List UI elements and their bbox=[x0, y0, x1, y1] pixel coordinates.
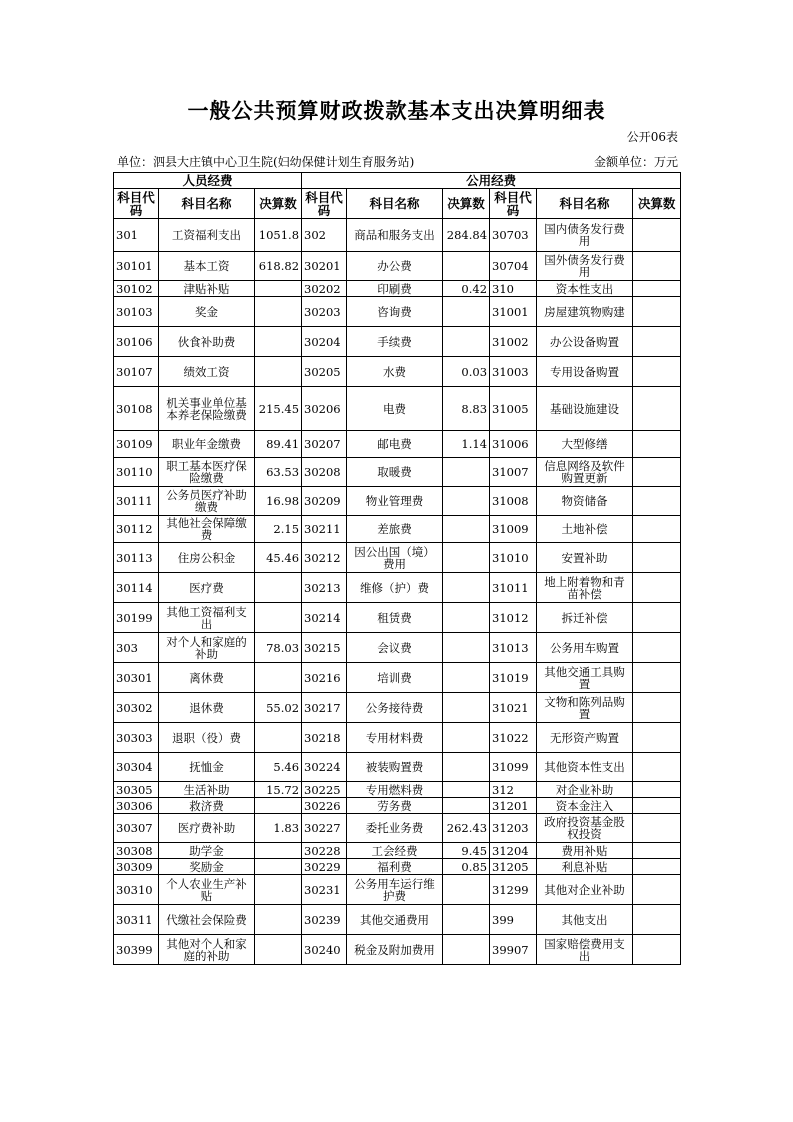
cell-amount: 63.53 bbox=[255, 458, 302, 487]
cell-amount bbox=[255, 905, 302, 935]
header-code: 科目代码 bbox=[490, 189, 537, 219]
cell-name: 专用设备购置 bbox=[537, 357, 633, 387]
cell-name: 公务用车运行维护费 bbox=[347, 875, 443, 905]
cell-code: 302 bbox=[302, 219, 347, 252]
cell-code: 30304 bbox=[114, 753, 159, 782]
table-row bbox=[114, 905, 681, 935]
cell-amount: 262.43 bbox=[443, 814, 490, 843]
cell-name: 国外债务发行费用 bbox=[537, 252, 633, 281]
cell-amount bbox=[443, 252, 490, 281]
cell-code: 30211 bbox=[302, 516, 347, 543]
cell-amount: 15.72 bbox=[255, 782, 302, 798]
cell-name: 职业年金缴费 bbox=[159, 431, 255, 458]
cell-code: 30203 bbox=[302, 297, 347, 327]
cell-name: 咨询费 bbox=[347, 297, 443, 327]
cell-amount bbox=[443, 753, 490, 782]
cell-name: 无形资产购置 bbox=[537, 723, 633, 753]
cell-name: 房屋建筑物购建 bbox=[537, 297, 633, 327]
cell-code: 310 bbox=[490, 281, 537, 297]
cell-code: 30206 bbox=[302, 387, 347, 431]
cell-name: 代缴社会保险费 bbox=[159, 905, 255, 935]
cell-amount bbox=[255, 859, 302, 875]
cell-name: 公务员医疗补助缴费 bbox=[159, 487, 255, 516]
cell-code: 30102 bbox=[114, 281, 159, 297]
cell-name: 离休费 bbox=[159, 663, 255, 693]
cell-code: 30199 bbox=[114, 603, 159, 633]
cell-name: 差旅费 bbox=[347, 516, 443, 543]
cell-name: 抚恤金 bbox=[159, 753, 255, 782]
table-row bbox=[114, 281, 681, 297]
table-row bbox=[114, 859, 681, 875]
cell-code: 30103 bbox=[114, 297, 159, 327]
cell-amount bbox=[633, 281, 681, 297]
cell-amount bbox=[443, 875, 490, 905]
cell-amount bbox=[255, 663, 302, 693]
cell-amount bbox=[443, 905, 490, 935]
cell-name: 取暖费 bbox=[347, 458, 443, 487]
cell-amount: 0.85 bbox=[443, 859, 490, 875]
cell-amount bbox=[255, 723, 302, 753]
table-row bbox=[114, 516, 681, 543]
cell-name: 工会经费 bbox=[347, 843, 443, 859]
cell-amount: 5.46 bbox=[255, 753, 302, 782]
cell-amount bbox=[633, 843, 681, 859]
cell-amount bbox=[633, 297, 681, 327]
cell-name: 商品和服务支出 bbox=[347, 219, 443, 252]
cell-name: 住房公积金 bbox=[159, 543, 255, 573]
cell-amount bbox=[443, 798, 490, 814]
cell-code: 30306 bbox=[114, 798, 159, 814]
cell-amount: 0.03 bbox=[443, 357, 490, 387]
expenditure-table bbox=[113, 172, 681, 965]
cell-name: 劳务费 bbox=[347, 798, 443, 814]
cell-name: 其他资本性支出 bbox=[537, 753, 633, 782]
cell-code: 30202 bbox=[302, 281, 347, 297]
cell-code: 30217 bbox=[302, 693, 347, 723]
amount-unit-label: 金额单位：万元 bbox=[593, 155, 678, 169]
header-public: 公用经费 bbox=[302, 173, 681, 189]
cell-code: 30224 bbox=[302, 753, 347, 782]
cell-amount bbox=[633, 516, 681, 543]
header-amount: 决算数 bbox=[633, 189, 681, 219]
cell-amount bbox=[443, 458, 490, 487]
cell-amount bbox=[443, 327, 490, 357]
cell-code: 31021 bbox=[490, 693, 537, 723]
cell-code: 30112 bbox=[114, 516, 159, 543]
cell-code: 30213 bbox=[302, 573, 347, 603]
unit-label: 单位：泗县大庄镇中心卫生院(妇幼保健计划生育服务站) bbox=[117, 155, 415, 169]
cell-code: 30228 bbox=[302, 843, 347, 859]
cell-name: 会议费 bbox=[347, 633, 443, 663]
cell-name: 津贴补贴 bbox=[159, 281, 255, 297]
cell-name: 奖励金 bbox=[159, 859, 255, 875]
cell-code: 31203 bbox=[490, 814, 537, 843]
cell-name: 个人农业生产补贴 bbox=[159, 875, 255, 905]
cell-amount: 1.83 bbox=[255, 814, 302, 843]
cell-code: 30215 bbox=[302, 633, 347, 663]
cell-amount bbox=[443, 297, 490, 327]
cell-amount bbox=[633, 219, 681, 252]
cell-code: 31204 bbox=[490, 843, 537, 859]
cell-amount bbox=[255, 327, 302, 357]
cell-amount: 1.14 bbox=[443, 431, 490, 458]
cell-name: 办公设备购置 bbox=[537, 327, 633, 357]
cell-code: 31007 bbox=[490, 458, 537, 487]
cell-code: 30227 bbox=[302, 814, 347, 843]
cell-name: 其他对企业补助 bbox=[537, 875, 633, 905]
cell-code: 301 bbox=[114, 219, 159, 252]
cell-code: 31010 bbox=[490, 543, 537, 573]
cell-amount bbox=[255, 281, 302, 297]
cell-name: 退休费 bbox=[159, 693, 255, 723]
cell-name: 公务用车购置 bbox=[537, 633, 633, 663]
table-row bbox=[114, 814, 681, 843]
cell-code: 30212 bbox=[302, 543, 347, 573]
cell-code: 31005 bbox=[490, 387, 537, 431]
cell-amount bbox=[633, 543, 681, 573]
cell-amount: 89.41 bbox=[255, 431, 302, 458]
cell-amount bbox=[443, 516, 490, 543]
cell-amount bbox=[443, 663, 490, 693]
cell-name: 电费 bbox=[347, 387, 443, 431]
table-row bbox=[114, 782, 681, 798]
cell-code: 30310 bbox=[114, 875, 159, 905]
cell-code: 30109 bbox=[114, 431, 159, 458]
cell-code: 30207 bbox=[302, 431, 347, 458]
cell-amount bbox=[443, 487, 490, 516]
table-row bbox=[114, 219, 681, 252]
cell-name: 文物和陈列品购置 bbox=[537, 693, 633, 723]
header-row-columns bbox=[114, 189, 681, 219]
cell-code: 31001 bbox=[490, 297, 537, 327]
cell-code: 31009 bbox=[490, 516, 537, 543]
cell-code: 30240 bbox=[302, 935, 347, 965]
cell-name: 资本性支出 bbox=[537, 281, 633, 297]
cell-amount bbox=[633, 327, 681, 357]
table-row bbox=[114, 663, 681, 693]
cell-code: 31099 bbox=[490, 753, 537, 782]
cell-code: 30303 bbox=[114, 723, 159, 753]
cell-amount bbox=[633, 458, 681, 487]
page-title: 一般公共预算财政拨款基本支出决算明细表 bbox=[187, 98, 606, 123]
cell-name: 奖金 bbox=[159, 297, 255, 327]
cell-name: 医疗费 bbox=[159, 573, 255, 603]
cell-code: 31003 bbox=[490, 357, 537, 387]
cell-name: 因公出国（境）费用 bbox=[347, 543, 443, 573]
cell-name: 其他支出 bbox=[537, 905, 633, 935]
cell-code: 30302 bbox=[114, 693, 159, 723]
cell-name: 对个人和家庭的补助 bbox=[159, 633, 255, 663]
cell-code: 30214 bbox=[302, 603, 347, 633]
cell-amount bbox=[633, 252, 681, 281]
cell-name: 基本工资 bbox=[159, 252, 255, 281]
cell-code: 39907 bbox=[490, 935, 537, 965]
cell-name: 政府投资基金股权投资 bbox=[537, 814, 633, 843]
table-row bbox=[114, 573, 681, 603]
cell-code: 30208 bbox=[302, 458, 347, 487]
cell-code: 30108 bbox=[114, 387, 159, 431]
cell-name: 福利费 bbox=[347, 859, 443, 875]
cell-name: 国家赔偿费用支出 bbox=[537, 935, 633, 965]
header-personnel: 人员经费 bbox=[114, 173, 302, 189]
cell-name: 其他交通工具购置 bbox=[537, 663, 633, 693]
cell-code: 31006 bbox=[490, 431, 537, 458]
cell-code: 312 bbox=[490, 782, 537, 798]
cell-name: 专用燃料费 bbox=[347, 782, 443, 798]
cell-name: 绩效工资 bbox=[159, 357, 255, 387]
cell-name: 医疗费补助 bbox=[159, 814, 255, 843]
cell-code: 30107 bbox=[114, 357, 159, 387]
cell-code: 30110 bbox=[114, 458, 159, 487]
cell-amount: 1051.8 bbox=[255, 219, 302, 252]
cell-amount: 78.03 bbox=[255, 633, 302, 663]
cell-name: 资本金注入 bbox=[537, 798, 633, 814]
cell-amount bbox=[633, 573, 681, 603]
cell-amount: 45.46 bbox=[255, 543, 302, 573]
cell-name: 办公费 bbox=[347, 252, 443, 281]
cell-amount bbox=[633, 753, 681, 782]
cell-amount: 16.98 bbox=[255, 487, 302, 516]
cell-name: 机关事业单位基本养老保险缴费 bbox=[159, 387, 255, 431]
cell-name: 利息补贴 bbox=[537, 859, 633, 875]
cell-code: 30111 bbox=[114, 487, 159, 516]
cell-amount bbox=[255, 573, 302, 603]
cell-code: 30229 bbox=[302, 859, 347, 875]
cell-amount bbox=[255, 935, 302, 965]
table-row bbox=[114, 603, 681, 633]
table-row bbox=[114, 431, 681, 458]
cell-amount bbox=[443, 603, 490, 633]
cell-code: 30307 bbox=[114, 814, 159, 843]
table-row bbox=[114, 798, 681, 814]
cell-name: 其他工资福利支出 bbox=[159, 603, 255, 633]
cell-amount bbox=[633, 663, 681, 693]
cell-amount bbox=[633, 798, 681, 814]
cell-amount: 2.15 bbox=[255, 516, 302, 543]
header-amount: 决算数 bbox=[255, 189, 302, 219]
cell-name: 税金及附加费用 bbox=[347, 935, 443, 965]
cell-name: 退职（役）费 bbox=[159, 723, 255, 753]
cell-amount: 215.45 bbox=[255, 387, 302, 431]
cell-code: 30101 bbox=[114, 252, 159, 281]
table-row bbox=[114, 327, 681, 357]
cell-amount bbox=[633, 905, 681, 935]
cell-amount bbox=[633, 603, 681, 633]
cell-name: 租赁费 bbox=[347, 603, 443, 633]
cell-amount bbox=[633, 633, 681, 663]
cell-amount bbox=[633, 875, 681, 905]
cell-name: 大型修缮 bbox=[537, 431, 633, 458]
cell-code: 31019 bbox=[490, 663, 537, 693]
cell-amount: 0.42 bbox=[443, 281, 490, 297]
cell-code: 31201 bbox=[490, 798, 537, 814]
cell-name: 拆迁补偿 bbox=[537, 603, 633, 633]
cell-code: 30106 bbox=[114, 327, 159, 357]
header-amount: 决算数 bbox=[443, 189, 490, 219]
cell-code: 30205 bbox=[302, 357, 347, 387]
cell-amount: 9.45 bbox=[443, 843, 490, 859]
cell-code: 30114 bbox=[114, 573, 159, 603]
cell-name: 培训费 bbox=[347, 663, 443, 693]
table-row bbox=[114, 458, 681, 487]
cell-code: 31002 bbox=[490, 327, 537, 357]
cell-code: 30218 bbox=[302, 723, 347, 753]
table-row bbox=[114, 633, 681, 663]
table-row bbox=[114, 297, 681, 327]
cell-code: 30209 bbox=[302, 487, 347, 516]
cell-code: 30226 bbox=[302, 798, 347, 814]
header-name: 科目名称 bbox=[159, 189, 255, 219]
table-row bbox=[114, 753, 681, 782]
cell-amount: 284.84 bbox=[443, 219, 490, 252]
cell-code: 30703 bbox=[490, 219, 537, 252]
cell-amount bbox=[443, 693, 490, 723]
header-row-group bbox=[114, 173, 681, 189]
cell-name: 其他交通费用 bbox=[347, 905, 443, 935]
cell-name: 印刷费 bbox=[347, 281, 443, 297]
cell-code: 30311 bbox=[114, 905, 159, 935]
cell-name: 安置补助 bbox=[537, 543, 633, 573]
cell-code: 30309 bbox=[114, 859, 159, 875]
table-row bbox=[114, 935, 681, 965]
cell-code: 31011 bbox=[490, 573, 537, 603]
cell-name: 伙食补助费 bbox=[159, 327, 255, 357]
cell-amount bbox=[255, 603, 302, 633]
cell-amount bbox=[633, 487, 681, 516]
cell-amount bbox=[443, 633, 490, 663]
cell-name: 生活补助 bbox=[159, 782, 255, 798]
cell-code: 30231 bbox=[302, 875, 347, 905]
cell-name: 委托业务费 bbox=[347, 814, 443, 843]
cell-name: 救济费 bbox=[159, 798, 255, 814]
cell-code: 31299 bbox=[490, 875, 537, 905]
cell-code: 31008 bbox=[490, 487, 537, 516]
table-row bbox=[114, 693, 681, 723]
cell-amount bbox=[255, 357, 302, 387]
cell-name: 信息网络及软件购置更新 bbox=[537, 458, 633, 487]
cell-code: 30204 bbox=[302, 327, 347, 357]
cell-amount: 618.82 bbox=[255, 252, 302, 281]
cell-name: 水费 bbox=[347, 357, 443, 387]
cell-code: 30225 bbox=[302, 782, 347, 798]
cell-amount: 8.83 bbox=[443, 387, 490, 431]
cell-name: 专用材料费 bbox=[347, 723, 443, 753]
cell-name: 职工基本医疗保险缴费 bbox=[159, 458, 255, 487]
cell-code: 30305 bbox=[114, 782, 159, 798]
cell-code: 30308 bbox=[114, 843, 159, 859]
cell-amount bbox=[633, 859, 681, 875]
cell-amount: 55.02 bbox=[255, 693, 302, 723]
cell-name: 邮电费 bbox=[347, 431, 443, 458]
cell-name: 公务接待费 bbox=[347, 693, 443, 723]
cell-code: 31013 bbox=[490, 633, 537, 663]
cell-code: 30113 bbox=[114, 543, 159, 573]
cell-amount bbox=[255, 843, 302, 859]
header-code: 科目代码 bbox=[302, 189, 347, 219]
cell-name: 国内债务发行费用 bbox=[537, 219, 633, 252]
table-row bbox=[114, 875, 681, 905]
cell-name: 基础设施建设 bbox=[537, 387, 633, 431]
cell-code: 30301 bbox=[114, 663, 159, 693]
form-number: 公开06表 bbox=[626, 130, 678, 144]
cell-code: 30216 bbox=[302, 663, 347, 693]
cell-name: 手续费 bbox=[347, 327, 443, 357]
table-row bbox=[114, 843, 681, 859]
cell-amount bbox=[443, 723, 490, 753]
cell-code: 30239 bbox=[302, 905, 347, 935]
cell-name: 被装购置费 bbox=[347, 753, 443, 782]
cell-name: 土地补偿 bbox=[537, 516, 633, 543]
header-name: 科目名称 bbox=[537, 189, 633, 219]
cell-code: 31022 bbox=[490, 723, 537, 753]
cell-code: 30704 bbox=[490, 252, 537, 281]
cell-amount bbox=[633, 723, 681, 753]
cell-amount bbox=[443, 543, 490, 573]
cell-amount bbox=[633, 357, 681, 387]
cell-code: 399 bbox=[490, 905, 537, 935]
cell-name: 物业管理费 bbox=[347, 487, 443, 516]
cell-amount bbox=[633, 693, 681, 723]
cell-code: 30201 bbox=[302, 252, 347, 281]
cell-amount bbox=[443, 573, 490, 603]
cell-name: 工资福利支出 bbox=[159, 219, 255, 252]
header-code: 科目代码 bbox=[114, 189, 159, 219]
cell-name: 地上附着物和青苗补偿 bbox=[537, 573, 633, 603]
cell-amount bbox=[633, 431, 681, 458]
cell-amount bbox=[255, 297, 302, 327]
cell-amount bbox=[633, 387, 681, 431]
cell-amount bbox=[255, 798, 302, 814]
table-row bbox=[114, 723, 681, 753]
cell-name: 对企业补助 bbox=[537, 782, 633, 798]
cell-code: 31205 bbox=[490, 859, 537, 875]
table-row bbox=[114, 252, 681, 281]
header-name: 科目名称 bbox=[347, 189, 443, 219]
cell-amount bbox=[633, 814, 681, 843]
cell-code: 31012 bbox=[490, 603, 537, 633]
cell-amount bbox=[633, 935, 681, 965]
cell-code: 30399 bbox=[114, 935, 159, 965]
cell-amount bbox=[443, 935, 490, 965]
cell-amount bbox=[633, 782, 681, 798]
cell-name: 维修（护）费 bbox=[347, 573, 443, 603]
cell-name: 其他社会保障缴费 bbox=[159, 516, 255, 543]
cell-code: 303 bbox=[114, 633, 159, 663]
table-row bbox=[114, 543, 681, 573]
cell-name: 物资储备 bbox=[537, 487, 633, 516]
table-row bbox=[114, 357, 681, 387]
table-row bbox=[114, 387, 681, 431]
cell-name: 助学金 bbox=[159, 843, 255, 859]
cell-name: 其他对个人和家庭的补助 bbox=[159, 935, 255, 965]
cell-amount bbox=[443, 782, 490, 798]
cell-name: 费用补贴 bbox=[537, 843, 633, 859]
table-row bbox=[114, 487, 681, 516]
cell-amount bbox=[255, 875, 302, 905]
